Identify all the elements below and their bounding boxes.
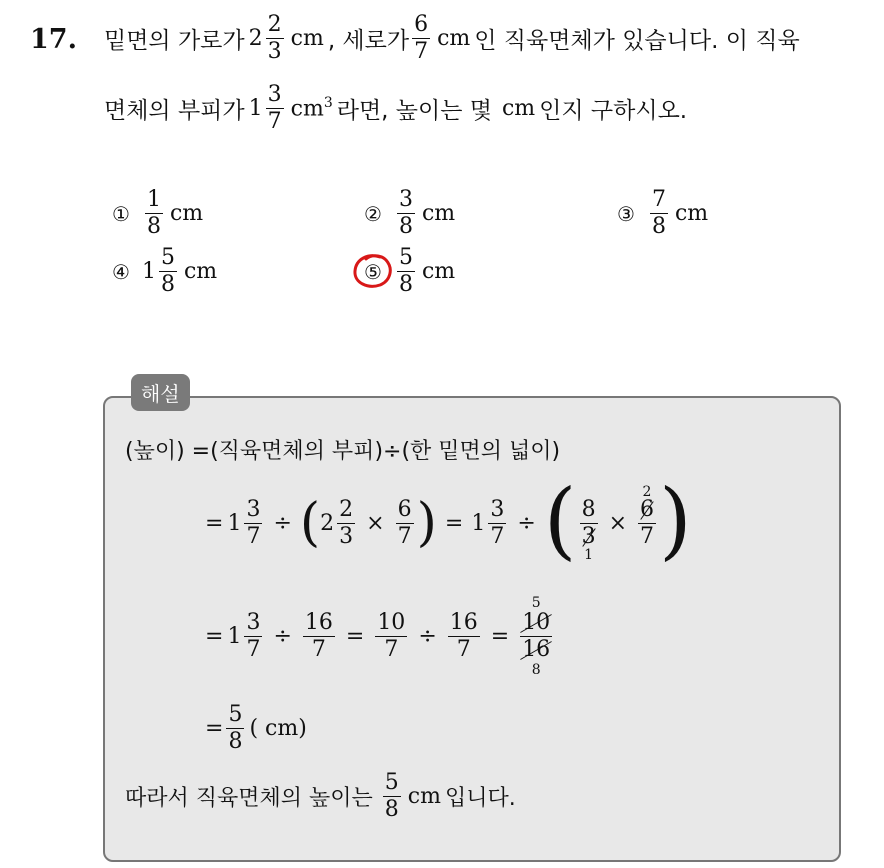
question-text: 인지 구하시오. <box>539 98 688 124</box>
question-number: 17. <box>30 24 77 55</box>
question-text: 면체의 부피가 <box>104 98 245 124</box>
choice-2[interactable]: ② $\frac{3}{8}$ cm <box>364 187 456 239</box>
volume-fraction: $\frac{3}{7}$ <box>267 82 282 134</box>
question-text: 라면, 높이는 몇 <box>336 98 492 124</box>
question-line-1 <box>104 14 800 63</box>
depth-fraction: $\frac{6}{7}$ <box>414 12 429 64</box>
choice-1[interactable]: ① $\frac{1}{8}$ cm <box>112 187 204 239</box>
solution-step-1: = 1 $\frac{3}{7}$ ÷ ( 2 $\frac{2}{3}$ × $\frac{6}{7}$ ) = 1 $\frac{3}{7}$ ÷ ( $\frac{8}{3}$ 1 × 2 $\frac{6}{7}$ ) <box>205 471 692 569</box>
volume-whole: 1 <box>248 96 263 121</box>
choice-5[interactable]: ⑤ $\frac{5}{8}$ cm <box>364 245 456 297</box>
unit: $cm^3$ <box>290 95 333 122</box>
question-text: , 세로가 <box>327 28 410 54</box>
solution-step-3: = $\frac{5}{8}$ ( cm) <box>205 702 307 754</box>
width-whole: 2 <box>248 26 263 51</box>
unit: cm <box>290 26 324 51</box>
question-text: 인 직육면체가 있습니다. 이 직육 <box>474 28 800 54</box>
question-text: 밑면의 가로가 <box>104 28 245 54</box>
choice-3[interactable]: ③ $\frac{7}{8}$ cm <box>617 187 709 239</box>
solution-step-2: = 1 $\frac{3}{7}$ ÷ $\frac{16}{7}$ = $\frac{10}{7}$ ÷ $\frac{16}{7}$ = 5 $\frac{10}{16}$ 8 <box>205 595 551 678</box>
solution-tab: 해설 <box>131 374 190 411</box>
unit: cm <box>437 26 471 51</box>
solution-conclusion: 따라서 직육면체의 높이는 $\frac{5}{8}$ cm 입니다. <box>125 770 516 822</box>
width-fraction: $\frac{2}{3}$ <box>267 12 282 64</box>
choice-4[interactable]: ④ 1 $\frac{5}{8}$ cm <box>112 245 218 297</box>
answer-circle-mark <box>350 251 400 291</box>
unit: cm <box>501 96 536 121</box>
question-line-2 <box>104 84 687 133</box>
solution-formula: (높이) =(직육면체의 부피)÷(한 밑면의 넓이) <box>125 439 561 464</box>
